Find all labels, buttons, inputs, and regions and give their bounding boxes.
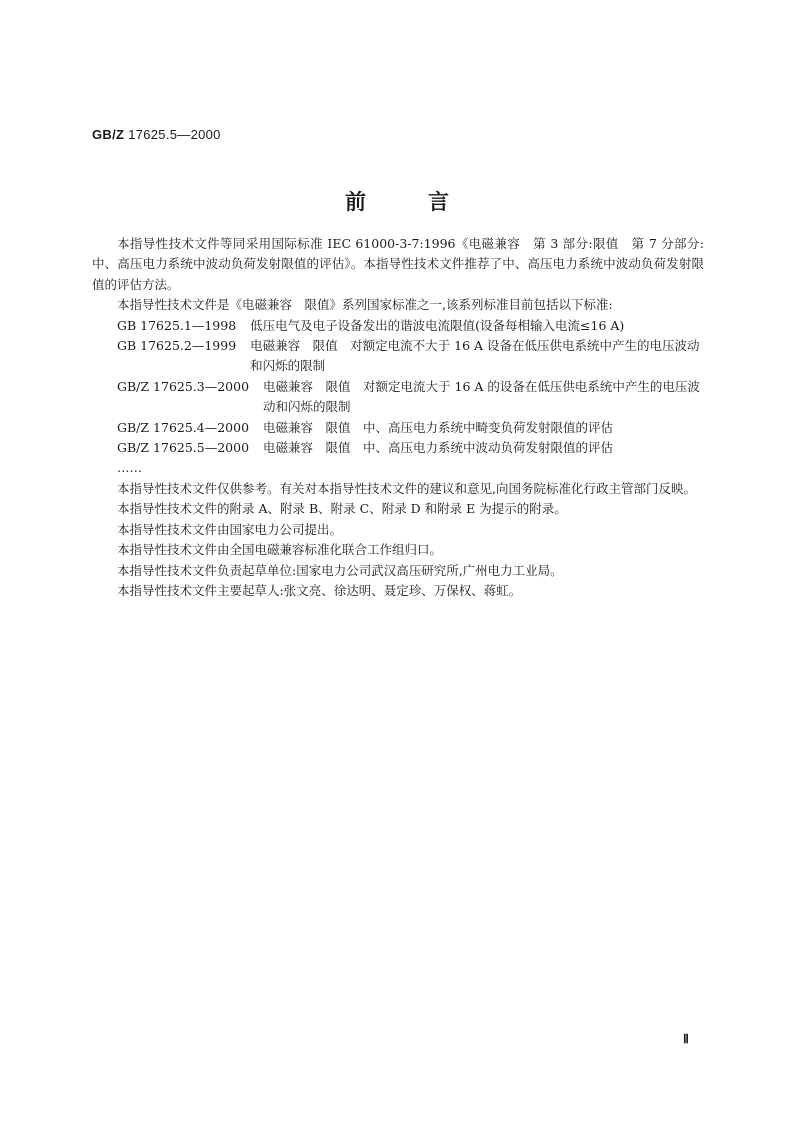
intro-paragraph-2: 本指导性技术文件是《电磁兼容 限值》系列国家标准之一,该系列标准目前包括以下标准: [117,297,613,313]
standard-item [92,336,704,377]
document-code-number: 17625.5—2000 [128,127,221,142]
standard-item [92,316,704,336]
standard-item [92,377,704,418]
closing-paragraph-5: 本指导性技术文件负责起草单位:国家电力公司武汉高压研究所,广州电力工业局。 [117,562,563,578]
standards-list [92,316,704,459]
standard-title: 低压电气及电子设备发出的谐波电流限值(设备每相输入电流≤16 A) [250,317,625,333]
standard-code: GB/Z 17625.4—2000 [117,419,250,435]
closing-paragraph-6: 本指导性技术文件主要起草人:张文亮、徐达明、聂定珍、万保权、蒋虹。 [117,582,522,598]
closing-paragraph-2: 本指导性技术文件的附录 A、附录 B、附录 C、附录 D 和附录 E 为提示的附录。 [117,501,567,517]
document-code-prefix: GB/Z [92,127,125,142]
page-title: 前言 [345,189,511,214]
closing-paragraph-4: 本指导性技术文件由全国电磁兼容标准化联合工作组归口。 [117,542,443,558]
closing-paragraph-3: 本指导性技术文件由国家电力公司提出。 [117,521,343,537]
intro-paragraph-1: 本指导性技术文件等同采用国际标准 IEC 61000-3-7:1996《电磁兼容 第 3 部分:限值 第 7 分部分:中、高压电力系统中波动负荷发射限值的评估》。本指导性技术文件推荐了中、高压电力系统中波动负荷发射限值的评估方法。 [92,236,704,292]
closing-paragraph-1: 本指导性技术文件仅供参考。有关对本指导性技术文件的建议和意见,向国务院标准化行政主管部门反映。 [117,480,696,496]
standard-code: GB/Z 17625.5—2000 [117,440,250,456]
standard-code: GB/Z 17625.3—2000 [117,378,250,394]
standard-item [92,418,704,438]
foreword-body [92,234,704,601]
standard-code: GB 17625.2—1999 [117,338,237,354]
standard-title: 电磁兼容 限值 中、高压电力系统中畸变负荷发射限值的评估 [263,419,614,435]
standard-title: 电磁兼容 限值 对额定电流大于 16 A 的设备在低压供电系统中产生的电压波动和闪烁的限制 [263,378,700,415]
document-code [92,127,221,142]
standard-title: 电磁兼容 限值 对额定电流不大于 16 A 设备在低压供电系统中产生的电压波动和闪烁的限制 [250,338,700,374]
standard-code: GB 17625.1—1998 [117,317,237,333]
page-number: Ⅱ [683,1032,689,1046]
standard-item [92,438,704,458]
standard-title: 电磁兼容 限值 中、高压电力系统中波动负荷发射限值的评估 [263,440,614,456]
list-ellipsis: …… [117,460,142,476]
